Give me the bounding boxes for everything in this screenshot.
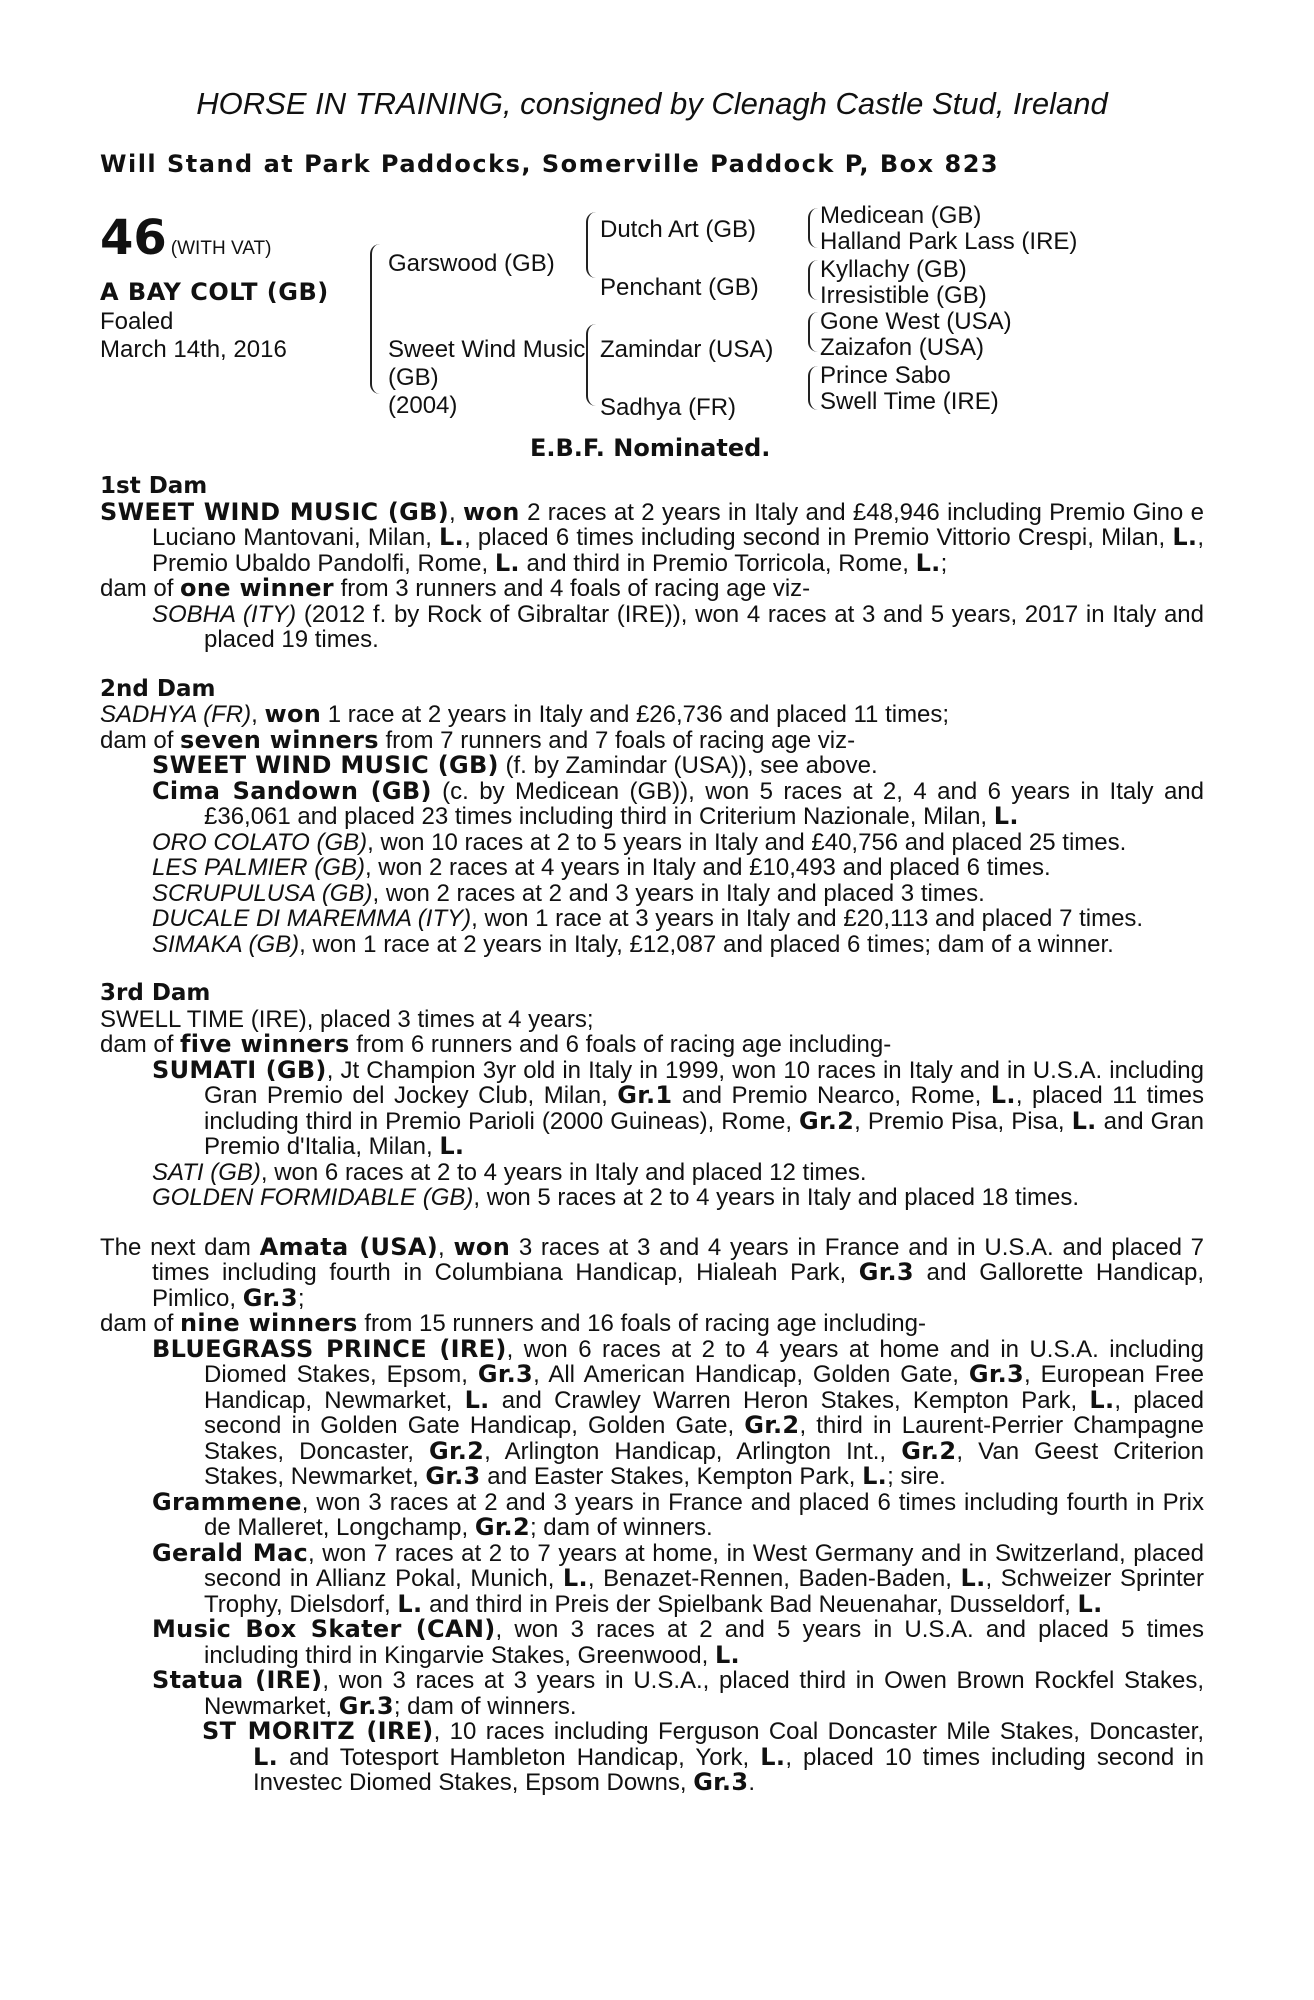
horse-name: ORO COLATO (GB)	[152, 828, 368, 856]
progeny-text: , won 6 races at 2 to 4 years in Italy and placed 12 times.	[260, 1158, 867, 1186]
progeny-text: and third in Preis der Spielbank Bad Neuenahar, Dusseldorf,	[422, 1590, 1078, 1618]
dam-paragraph: The next dam Amata (USA), won 3 races at 3 and 4 years in France and in U.S.A. and placed 7 times including fourth in Columbiana Handicap, Hialeah Park, Gr.3 and Gallorette Handicap, Pimlico, Gr.3;	[100, 1232, 1205, 1312]
race-text: ;	[940, 549, 948, 577]
horse-name: SWEET WIND MUSIC (GB)	[100, 497, 449, 526]
group-mark: Gr.3	[968, 1360, 1025, 1388]
horse-name: Cima Sandown (GB)	[152, 776, 432, 805]
listed-mark: L.	[760, 1742, 786, 1771]
progeny-text: , won 2 races at 2 and 3 years in Italy and placed 3 times.	[372, 879, 985, 907]
vat-note: (WITH VAT)	[170, 238, 272, 259]
listed-mark: L.	[915, 548, 941, 577]
race-text: and third in Premio Torricola, Rome,	[519, 549, 916, 577]
sire-dam-name: Penchant (GB)	[600, 274, 759, 301]
group-mark: Gr.3	[425, 1462, 481, 1490]
section-title: 3rd Dam	[100, 980, 211, 1006]
horse-name: Amata (USA)	[259, 1232, 439, 1261]
page-title: HORSE IN TRAINING, consigned by Clenagh Castle Stud, Ireland	[196, 86, 1108, 121]
grandsire-3: Kyllachy (GB)	[820, 256, 967, 283]
grandsire-1: Medicean (GB)	[820, 202, 982, 229]
listed-mark: L.	[714, 1640, 740, 1669]
horse-name: BLUEGRASS PRINCE (IRE)	[152, 1334, 507, 1363]
progeny-text: (c. by Medicean (GB)), won 5 races at 2, 4 and 6 years in Italy and £36,061 and placed 23 times including third in Criterium Nazionale, Milan,	[204, 777, 1204, 830]
progeny-entry	[100, 1487, 1204, 1541]
progeny-entry	[100, 776, 1204, 830]
section-title: 2nd Dam	[100, 675, 216, 702]
dam-of-line	[100, 576, 1204, 602]
listed-mark: L.	[439, 523, 465, 551]
horse-name: Statua (IRE)	[152, 1666, 323, 1694]
progeny-text: and Easter Stakes, Kempton Park,	[480, 1463, 863, 1490]
progeny-text: .	[748, 1769, 755, 1796]
listed-mark: L.	[253, 1742, 279, 1771]
horse-name: SADHYA (FR)	[100, 701, 252, 728]
pedigree-brace	[370, 244, 380, 394]
grandsire-8: Swell Time (IRE)	[820, 388, 999, 415]
section-title: 1st Dam	[100, 473, 208, 499]
sire-sire-name: Dutch Art (GB)	[600, 216, 757, 243]
dam-of-line	[100, 1032, 1204, 1058]
grandsire-2: Halland Park Lass (IRE)	[820, 228, 1078, 255]
won-label: won	[453, 1232, 511, 1261]
first-dam-section	[100, 474, 1204, 653]
listed-mark: L.	[397, 1589, 423, 1618]
progeny-text: , Van Geest Criterion Stakes, Newmarket,	[204, 1437, 1204, 1490]
progeny-text: , won 3 races at 3 years in U.S.A., placed third in Owen Brown Rockfel Stakes, Newmarket,	[204, 1667, 1204, 1720]
horse-name: SOBHA (ITY)	[152, 600, 297, 628]
won-label: won	[264, 700, 322, 728]
dam-of-text: from 15 runners and 16 foals of racing age including-	[357, 1310, 926, 1337]
pedigree-brace	[808, 366, 818, 410]
dam-of-text: from 7 runners and 7 foals of racing age viz-	[378, 726, 856, 754]
progeny-text: , European Free Handicap, Newmarket,	[204, 1361, 1205, 1414]
progeny-text: ; dam of winners.	[529, 1514, 713, 1541]
progeny-entry	[100, 906, 1204, 932]
progeny-text: , Benazet-Rennen, Baden-Baden,	[587, 1565, 961, 1592]
progeny-text: ; dam of winners.	[393, 1692, 577, 1720]
lot-description: A BAY COLT (GB)	[100, 278, 329, 306]
progeny-text: , Schweizer Sprinter Trophy, Dielsdorf,	[204, 1565, 1204, 1618]
progeny-entry	[100, 753, 1204, 779]
progeny-text: , won 3 races at 2 and 5 years in U.S.A. and placed 5 times including third in Kingarvie Stakes, Greenwood,	[204, 1616, 1204, 1669]
horse-name: SCRUPULUSA (GB)	[152, 879, 373, 907]
progeny-text: , won 10 races at 2 to 5 years in Italy and £40,756 and placed 25 times.	[367, 828, 1127, 856]
dam-of-text: dam of	[100, 1310, 181, 1337]
listed-mark: L.	[990, 1081, 1016, 1109]
horse-name: SUMATI (GB)	[152, 1055, 327, 1084]
progeny-entry	[100, 1617, 1204, 1668]
progeny-text: , third in Laurent-Perrier Champagne Stakes, Doncaster,	[204, 1412, 1204, 1465]
progeny-text: , All American Handicap, Golden Gate,	[533, 1361, 969, 1388]
progeny-text: , placed second in Golden Gate Handicap, Golden Gate,	[204, 1386, 1205, 1439]
dam-name-line3: (2004)	[388, 392, 458, 419]
listed-mark: L.	[464, 1385, 490, 1414]
progeny-text: and Premio Nearco, Rome,	[672, 1082, 991, 1109]
grandsire-7: Prince Sabo	[820, 362, 951, 389]
dam-of-text: dam of	[100, 726, 181, 754]
grandsire-6: Zaizafon (USA)	[820, 334, 985, 361]
dam-paragraph: SWELL TIME (IRE), placed 3 times at 4 years;	[100, 1005, 594, 1033]
group-mark: Gr.2	[901, 1436, 957, 1465]
pedigree-brace	[808, 312, 818, 352]
pedigree-brace	[586, 212, 596, 278]
progeny-text: , won 5 races at 2 to 4 years in Italy and placed 18 times.	[473, 1184, 1080, 1211]
progeny-text: and Crawley Warren Heron Stakes, Kempton Park,	[489, 1386, 1090, 1414]
group-mark: Gr.3	[242, 1283, 298, 1312]
winner-count: nine winners	[180, 1309, 358, 1337]
won-label: won	[463, 497, 520, 526]
race-text: 1 race at 2 years in Italy and £26,736 and placed 11 times;	[321, 701, 950, 728]
horse-name: SATI (GB)	[152, 1158, 261, 1186]
listed-mark: L.	[562, 1564, 588, 1592]
group-mark: Gr.3	[477, 1360, 534, 1388]
ebf-nominated: E.B.F. Nominated.	[530, 434, 771, 462]
progeny-entry	[100, 1185, 1204, 1211]
listed-mark: L.	[494, 548, 520, 577]
race-text: , placed 6 times including second in Premio Vittorio Crespi, Milan,	[464, 524, 1173, 551]
dam-sire-name: Zamindar (USA)	[600, 336, 774, 363]
foaled-label: Foaled	[100, 308, 174, 335]
listed-mark: L.	[1071, 1106, 1097, 1135]
listed-mark: L.	[960, 1564, 986, 1592]
horse-name: Grammene	[152, 1487, 302, 1516]
progeny-text: and Gran Premio d'Italia, Milan,	[204, 1107, 1205, 1160]
progeny-text: , won 3 races at 2 and 3 years in France and placed 6 times including fourth in Prix de Malleret, Longchamp,	[204, 1488, 1204, 1541]
progeny-text: , won 7 races at 2 to 7 years at home, in West Germany and in Switzerland, placed second in Allianz Pokal, Munich,	[204, 1539, 1204, 1592]
horse-name: SIMAKA (GB)	[152, 930, 300, 958]
group-mark: Gr.3	[693, 1768, 749, 1796]
group-mark: Gr.2	[744, 1411, 800, 1439]
progeny-entry	[100, 602, 1204, 653]
dam-of-text: from 3 runners and 4 foals of racing age viz-	[333, 575, 811, 602]
progeny-entry	[100, 830, 1204, 856]
dam-paragraph: SWEET WIND MUSIC (GB), won 2 races at 2 years in Italy and £48,946 including Premio Gino e Luciano Mantovani, Milan, L., placed 6 times including second in Premio Vittorio Crespi, Milan, L., Premio Ubaldo Pandolfi, Rome, L. and third in Premio Torricola, Rome, L.;	[100, 497, 1205, 577]
intro-text: The next dam	[100, 1233, 260, 1261]
progeny-entry	[100, 1538, 1204, 1618]
dam-dam-name: Sadhya (FR)	[600, 394, 737, 421]
third-dam-section	[100, 981, 1204, 1211]
progeny-text: , placed 11 times including third in Premio Parioli (2000 Guineas), Rome,	[204, 1082, 1205, 1135]
listed-mark: L.	[862, 1462, 888, 1490]
next-dam-section	[100, 1232, 1205, 1796]
progeny-entry	[100, 881, 1204, 907]
horse-name: ST MORITZ (IRE)	[202, 1717, 434, 1745]
pedigree-table	[100, 202, 1204, 462]
progeny-entry	[100, 1668, 1204, 1719]
group-mark: Gr.3	[338, 1691, 394, 1720]
race-text: ;	[297, 1284, 305, 1312]
group-mark: Gr.2	[474, 1513, 530, 1541]
progeny-text: , placed 10 times including second in Investec Diomed Stakes, Epsom Downs,	[253, 1743, 1204, 1796]
progeny-text: (f. by Zamindar (USA)), see above.	[498, 752, 878, 779]
horse-name: SWEET WIND MUSIC (GB)	[152, 751, 499, 779]
progeny-text: , Premio Pisa, Pisa,	[854, 1107, 1072, 1135]
listed-mark: L.	[439, 1132, 465, 1160]
group-mark: Gr.3	[858, 1258, 914, 1286]
race-text: 3 races at 3 and 4 years in France and in U.S.A. and placed 7 times including fourth in Columbiana Handicap, Hialeah Park,	[152, 1233, 1205, 1286]
pedigree-brace	[586, 324, 596, 406]
progeny-entry	[100, 1719, 1204, 1796]
progeny-text: , won 6 races at 2 to 4 years at home and in U.S.A. including Diomed Stakes, Epsom,	[204, 1335, 1204, 1388]
foaled-date: March 14th, 2016	[100, 336, 287, 363]
progeny-text: ; sire.	[887, 1463, 946, 1490]
group-mark: Gr.2	[428, 1436, 485, 1465]
second-dam-section	[100, 677, 1204, 958]
dam-of-line	[100, 1311, 1204, 1337]
progeny-text: , won 1 race at 3 years in Italy and £20,113 and placed 7 times.	[471, 905, 1144, 932]
progeny-entry	[100, 1160, 1204, 1186]
horse-name: Music Box Skater (CAN)	[152, 1615, 496, 1643]
race-text: , Premio Ubaldo Pandolfi, Rome,	[152, 524, 1204, 577]
progeny-text: , Arlington Handicap, Arlington Int.,	[484, 1437, 902, 1465]
dam-of-text: dam of	[100, 575, 181, 602]
race-text: 2 races at 2 years in Italy and £48,946 including Premio Gino e Luciano Mantovani, Milan,	[152, 498, 1205, 551]
lot-heading	[100, 212, 271, 264]
horse-name: GOLDEN FORMIDABLE (GB)	[152, 1184, 474, 1211]
progeny-entry	[100, 932, 1204, 958]
grandsire-5: Gone West (USA)	[820, 308, 1012, 335]
race-text: and Gallorette Handicap, Pimlico,	[152, 1259, 1205, 1312]
sire-name: Garswood (GB)	[388, 250, 555, 277]
progeny-text: and Totesport Hambleton Handicap, York,	[278, 1743, 761, 1771]
winner-count: one winner	[180, 574, 334, 602]
stand-location: Will Stand at Park Paddocks, Somerville Paddock P, Box 823	[100, 150, 1000, 178]
dam-of-line	[100, 725, 1204, 754]
progeny-text: , Jt Champion 3yr old in Italy in 1999, won 10 races in Italy and in U.S.A. including Gran Premio del Jockey Club, Milan,	[204, 1056, 1204, 1109]
progeny-text: , won 2 races at 4 years in Italy and £10,493 and placed 6 times.	[364, 854, 1051, 881]
lot-number: 46	[100, 210, 167, 266]
listed-mark: L.	[1172, 523, 1198, 551]
winner-count: five winners	[180, 1030, 350, 1058]
listed-mark: L.	[1089, 1385, 1115, 1414]
horse-name: Gerald Mac	[152, 1538, 309, 1567]
listed-mark: L.	[993, 802, 1019, 830]
progeny-text: , 10 races including Ferguson Coal Doncaster Mile Stakes, Doncaster,	[433, 1718, 1205, 1745]
dam-of-text: from 6 runners and 6 foals of racing age including-	[349, 1031, 892, 1058]
group-mark: Gr.1	[617, 1081, 673, 1109]
progeny-entry	[100, 1055, 1205, 1160]
horse-name: DUCALE DI MAREMMA (ITY)	[152, 905, 472, 932]
dam-name-line2: (GB)	[388, 364, 439, 391]
grandsire-4: Irresistible (GB)	[820, 282, 987, 309]
progeny-entry	[100, 1334, 1205, 1490]
progeny-entry	[100, 855, 1204, 881]
winner-count: seven winners	[180, 725, 379, 754]
dam-paragraph: SADHYA (FR), won 1 race at 2 years in Italy and £26,736 and placed 11 times;	[100, 700, 950, 728]
pedigree-brace	[808, 260, 818, 300]
progeny-text: , won 1 race at 2 years in Italy, £12,087 and placed 6 times; dam of a winner.	[299, 930, 1114, 958]
progeny-text: (2012 f. by Rock of Gibraltar (IRE)), won 4 races at 3 and 5 years, 2017 in Italy and placed 19 times.	[204, 600, 1205, 653]
listed-mark: L.	[1077, 1589, 1103, 1618]
dam-of-text: dam of	[100, 1031, 181, 1058]
dam-name-line1: Sweet Wind Music	[388, 336, 586, 363]
horse-name: LES PALMIER (GB)	[152, 854, 365, 881]
group-mark: Gr.2	[799, 1106, 855, 1135]
catalogue-page	[100, 80, 1204, 1796]
pedigree-brace	[808, 208, 818, 248]
